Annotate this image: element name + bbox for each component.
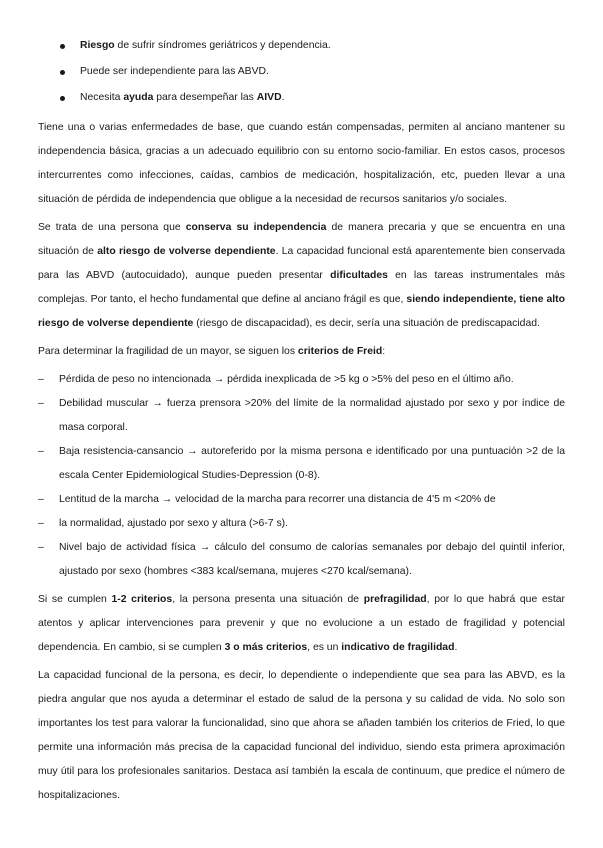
text-run: , por lo que habrá que estar atentos y aplicar intervenciones para prevenir y que no evolucione a un estado de fragilidad y potencial dependencia. En cambio, si se cumplen (38, 594, 565, 653)
bullet-item-independent (38, 60, 565, 84)
bullet-dot-icon (60, 96, 65, 101)
criterion-item (38, 512, 565, 536)
criterion-text: Baja resistencia-cansancio → autoreferido por la misma persona e identificado por una puntuación >2 de la escala Center Epidemiological Studies-Depression (0-8). (59, 446, 565, 481)
dash-marker: – (38, 374, 44, 385)
bold-run: prefragilidad (363, 594, 427, 605)
paragraph-freid-intro (38, 340, 565, 364)
bullet-bold: Riesgo (80, 40, 115, 51)
criterion-text: la normalidad, ajustado por sexo y altura (>6-7 s). (59, 518, 288, 529)
bullet-text: Puede ser independiente para las ABVD. (80, 66, 269, 77)
paragraph-functional-capacity: La capacidad funcional de la persona, es decir, lo dependiente o independiente que sea para las ABVD, es la piedra angular que nos ayuda a determinar el estado de salud de la persona y su calidad de vida. No solo son importantes los test para valorar la funcionalidad, sino que ahora se añaden también los criterios de Fried, lo que permite una información más precisa de la capacidad funcional del individuo, siendo esta primera aproximación muy útil para los profesionales sanitarios. Destaca así también la escala de continuum, que predice el número de hospitalizaciones. (38, 670, 565, 801)
text-run: (riesgo de discapacidad), es decir, sería una situación de prediscapacidad. (193, 318, 540, 329)
bullet-text: de sufrir síndromes geriátricos y dependencia. (114, 40, 331, 51)
bullet-bold: AIVD (256, 92, 282, 103)
text-run: Si se cumplen (38, 594, 112, 605)
paragraph-prefragility (38, 588, 565, 660)
bold-run: 3 o más criterios (224, 642, 308, 653)
bullet-text: . (281, 92, 285, 103)
bullet-item-help (38, 86, 565, 110)
document-page (38, 34, 565, 812)
paragraph-base-diseases: Tiene una o varias enfermedades de base, que cuando están compensadas, permiten al anciano mantener su independencia básica, gracias a un adecuado equilibrio con su entorno socio-familiar. En estos casos, procesos intercurrentes como infecciones, caídas, cambios de medicación, hospitalización, etc, pueden llevar a una situación de pérdida de independencia que obligue a la necesidad de recursos sanitarios y/o sociales. (38, 122, 565, 205)
text-run: , es un (307, 642, 342, 653)
criterion-text: Lentitud de la marcha → velocidad de la marcha para recorrer una distancia de 4'5 m <20% de (59, 494, 496, 505)
bullet-item-risk (38, 34, 565, 58)
criterion-item (38, 440, 565, 488)
bold-run: indicativo de fragilidad (341, 642, 455, 653)
text-run: . (454, 642, 458, 653)
dash-marker: – (38, 446, 44, 457)
text-run: , la persona presenta una situación de (172, 594, 364, 605)
dash-marker: – (38, 518, 44, 529)
bullet-dot-icon (60, 70, 65, 75)
criterion-item (38, 368, 565, 392)
dash-marker: – (38, 398, 44, 409)
criterion-text: Pérdida de peso no intencionada → pérdida inexplicada de >5 kg o >5% del peso en el último año. (59, 374, 514, 385)
text-run: . La capacidad funcional está aparentemente bien conservada para las ABVD (autocuidado), aunque pueden presentar (38, 246, 566, 281)
text-run: : (382, 346, 386, 357)
bullet-text: Necesita (80, 92, 124, 103)
bold-run: 1-2 criterios (111, 594, 173, 605)
risk-bullet-list (38, 34, 565, 110)
bullet-text: para desempeñar las (153, 92, 257, 103)
bold-run: conserva su independencia (185, 222, 327, 233)
bullet-bold: ayuda (123, 92, 154, 103)
text-run: Para determinar la fragilidad de un mayor, se siguen los (38, 346, 298, 357)
bold-run: dificultades (330, 270, 388, 281)
paragraph-independence (38, 216, 565, 336)
bold-run: criterios de Freid (297, 346, 383, 357)
dash-marker: – (38, 494, 44, 505)
text-run: de manera precaria y que se encuentra en una situación de (38, 222, 565, 257)
bold-run: alto riesgo de volverse dependiente (97, 246, 276, 257)
criterion-item (38, 488, 565, 512)
freid-criteria-list (38, 368, 565, 584)
criterion-item (38, 536, 565, 584)
text-run: Se trata de una persona que (38, 222, 186, 233)
dash-marker: – (38, 542, 44, 553)
bold-run: siendo independiente, tiene alto riesgo de volverse dependiente (38, 294, 565, 329)
bullet-dot-icon (60, 44, 65, 49)
text-run: en las tareas instrumentales más complejas. Por tanto, el hecho fundamental que define al anciano frágil es que, (38, 270, 565, 305)
criterion-text: Debilidad muscular → fuerza prensora >20% del límite de la normalidad ajustado por sexo y por índice de masa corporal. (59, 398, 565, 433)
criterion-text: Nivel bajo de actividad física → cálculo del consumo de calorías semanales por debajo del quintil inferior, ajustado por sexo (hombres <383 kcal/semana, mujeres <270 kcal/semana). (59, 542, 565, 577)
criterion-item (38, 392, 565, 440)
